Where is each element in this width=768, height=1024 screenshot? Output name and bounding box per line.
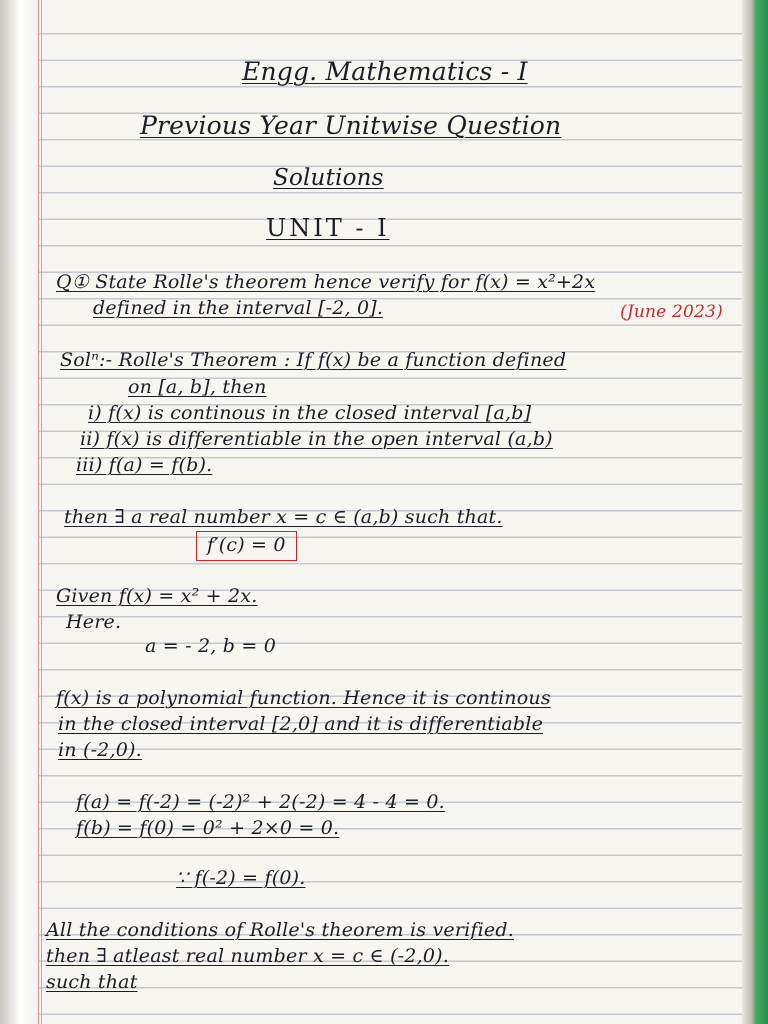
conclusion-line-1: All the conditions of Rolle's theorem is verified. <box>46 919 514 941</box>
equality-statement: ∵ f(-2) = f(0). <box>176 867 306 889</box>
margin-line <box>41 0 42 1024</box>
question-tag: (June 2023) <box>620 302 723 322</box>
here-label: Here. <box>66 611 122 633</box>
interval-values: a = - 2, b = 0 <box>145 635 277 657</box>
polynomial-line-3: in (-2,0). <box>58 739 142 761</box>
binder-edge <box>742 0 768 1024</box>
solution-intro: Solⁿ:- Rolle's Theorem : If f(x) be a function defined <box>60 349 567 371</box>
condition-1: i) f(x) is continous in the closed interval [a,b] <box>88 402 532 424</box>
question-line-1: Q① State Rolle's theorem hence verify for f(x) = x²+2x <box>56 271 596 293</box>
page-subtitle: Previous Year Unitwise Question <box>140 111 562 140</box>
polynomial-line-1: f(x) is a polynomial function. Hence it is continous <box>56 687 551 709</box>
condition-3: iii) f(a) = f(b). <box>76 454 213 476</box>
conclusion-line-2: then ∃ atleast real number x = c ∈ (-2,0). <box>46 945 449 967</box>
evaluation-fa: f(a) = f(-2) = (-2)² + 2(-2) = 4 - 4 = 0. <box>76 791 445 813</box>
solution-intro-2: on [a, b], then <box>128 376 267 398</box>
conclusion-line-3: such that <box>46 971 138 993</box>
unit-heading: UNIT - I <box>266 214 390 242</box>
notebook-spine <box>0 0 38 1024</box>
question-line-2: defined in the interval [-2, 0]. <box>93 297 384 319</box>
polynomial-line-2: in the closed interval [2,0] and it is differentiable <box>58 713 544 735</box>
margin-line <box>38 0 39 1024</box>
evaluation-fb: f(b) = f(0) = 0² + 2×0 = 0. <box>76 817 340 839</box>
given-function: Given f(x) = x² + 2x. <box>56 585 258 607</box>
page-title: Engg. Mathematics - I <box>242 57 528 86</box>
boxed-result: f′(c) = 0 <box>196 531 297 561</box>
then-statement: then ∃ a real number x = c ∈ (a,b) such that. <box>64 506 503 528</box>
page-subtitle-2: Solutions <box>273 165 384 191</box>
condition-2: ii) f(x) is differentiable in the open interval (a,b) <box>80 428 553 450</box>
